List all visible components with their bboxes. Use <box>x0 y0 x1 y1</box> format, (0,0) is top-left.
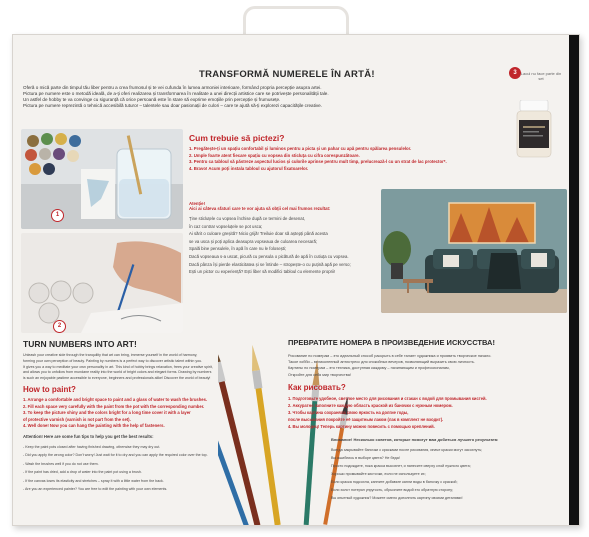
attention-en: Attention! Here are some fun tips to help you get the best results: <box>23 434 154 439</box>
attention-ru: Внимание! Несколько советов, которые помогут вам добиться лучшего результата: <box>331 437 499 442</box>
how-steps-en: 1. Arrange a comfortable and bright space to paint and a glass of water to wash the brushes. 2. Fill each space very carefully with the paint from the pot with the corresponding number. 3. To keep the picture shiny and the colors bright for a long time cover it with a layer of protective varnish (varnish is not part from the set). 4. Well done! Now you can hang the painting with the help of fasteners. <box>23 397 208 429</box>
how-title-ru: Как рисовать? <box>288 383 346 392</box>
badge-3: 3 <box>509 67 521 79</box>
ru-intro: Рисование по номерам – это идеальный способ раскрыть в себе талант художника и проявить творческое начало. Такое хобби – великолепный антистресс для спокойных вечеров, позволяющий выразить свою личность. Картины по номерам – это техника, доступная каждому – начинающим и профессионалам, Откройте для себя мир творчества! <box>288 354 492 377</box>
photo-paint-pots-and-glass <box>21 129 183 229</box>
attention-ro: Atenție! Aici ai câteva sfaturi care te vor ajuta să obții cel mai frumos rezultat: <box>189 201 331 212</box>
tips-ru: Всегда закрывайте баночки с красками после рисования, иначе краски могут засохнуть; Вы ошиблись в выборе цвета? Не беда! Просто подождите, пока краска высохнет, и нанесите сверху слой нужного цвета; Хорошо промывайте кисточки, если не используете их; Если краска подсохла, капните добавьте капли воды в баночку с краской; Если холст потерял упругость, сбрызните водой его обратную сторону; Вы опытный художник? Можете смело дополнять картину своими деталями! <box>331 448 483 500</box>
top-title: TRANSFORMĂ NUMERELE ÎN ARTĂ! <box>199 69 375 80</box>
product-box-back <box>12 34 580 526</box>
how-title-ro: Cum trebuie să pictezi? <box>189 133 285 143</box>
photo-living-room <box>381 189 567 313</box>
intro-ro: Oferă o mică parte din timpul tău liber pentru a crea frumosul și te vei cufunda în lumea armoniei interioare, formând propria percepție asupra artei. Pictura pe numere este o metodă ideală, de a-ți oferi realizarea și transformarea în realitate a unei direcții artistice care se potrivește personalității tale. Un astfel de hobby te va convinge cu siguranță că orice persoană este în stare să exprime emoțiile prin percepție și frumusețe. Pictura pe numere reprezintă o tehnică accesibilă tuturor – talentele sau doar pasionații de culori – care te ajută să-ți explorezi capacitățile creative. <box>23 85 329 108</box>
tips-en: - Keep the paint pots closed after having finished drawing, otherwise they may dry out. - Did you apply the wrong color? Don't worry! Just wait for it to dry and you can apply the required color over the top. - Wash the brushes well if you do not use them. - If the paint has dried, add a drop of water into the paint pot using a brush. - If the canvas loses its elasticity and stretches – spray it with a little water from the back. - Are you an experienced painter? You are free to edit the painting with your own elements. <box>23 445 208 492</box>
ru-title: ПРЕВРАТИТЕ НОМЕРА В ПРОИЗВЕДЕНИЕ ИСКУССТВА! <box>288 338 495 347</box>
photo-hand-painting <box>21 233 183 333</box>
how-steps-ro: 1. Pregătește-ți un spațiu confortabil și luminos pentru a picta și un pahar cu apă pentru spălarea pensulelor. 2. Umple foarte atent fiecare spațiu cu vopsea din sticluța cu cifra corespunzătoare. 3. Pentru ca tabloul să păstreze aspectul lucios și culorile aprinse pentru mult timp, prelucrează-l cu un strat de lac protector*. 4. Bravo! Acum poți instala tabloul cu ajutorul fixatoarelor. <box>189 146 447 171</box>
en-intro: Unleash your creative side through the tranquility that art can bring, immerse yourself in the world of harmony, forming your own perception of beauty. Painting by numbers is a perfect way to discover artistic talent within you. It gives you a way to meditate your own personality in art. This kind of hobby brings relaxation, frees your creative spirit, and allows you to unfollow from mundane reality into the world of bright colors and elegant forms. Drawing by numbers is such an enjoyable pastime accessible to everyone, beginners and professionals alike! Discover the world of beauty! <box>23 353 213 381</box>
varnish-jar-image <box>515 100 553 158</box>
photo-badge-1: 1 <box>51 209 64 222</box>
tips-ro: Ține sticluțele cu vopsea închise după ce termini de desenat, în caz contrar vopseluțele se pot usca; Ai sărit o culoare greșită? Nicio grijă! Treiluie doar să aștepți până acesta se va usca și poți aplica deasupra vopseaua de culoarea necesară; Spală bine pensulele, în apă în care nu le folosești; Dacă vopseaua s-a uscat, picură cu pensula o picătură de apă în cutiuța cu vopsea. Dacă pânza își pierde elasticitatea și se întinde – stropește-o cu puțină apă pe verso; Ești un pictor cu experiență? Ești liber să modifici tabloul cu elemente proprii! <box>189 216 351 275</box>
jar-label: Lacul nu face parte din set <box>520 71 562 81</box>
how-title-en: How to paint? <box>23 385 76 394</box>
photo-badge-2: 2 <box>53 320 66 333</box>
how-steps-ru: 1. Подготовьте удобное, светлое место для рисования и стакан с водой для промывания кистей. 2. Аккуратно заполните каждую область краской из баночки с нужным номером. 3. Чтобы картина сохраняла свою яркость на долгие годы, после высыхания покройте её защитным лаком (лак в комплект не входит). 4. Вы молодец! Теперь картину можно повесить с помощью креплений. <box>288 396 487 429</box>
en-title: TURN NUMBERS INTO ART! <box>23 339 137 349</box>
